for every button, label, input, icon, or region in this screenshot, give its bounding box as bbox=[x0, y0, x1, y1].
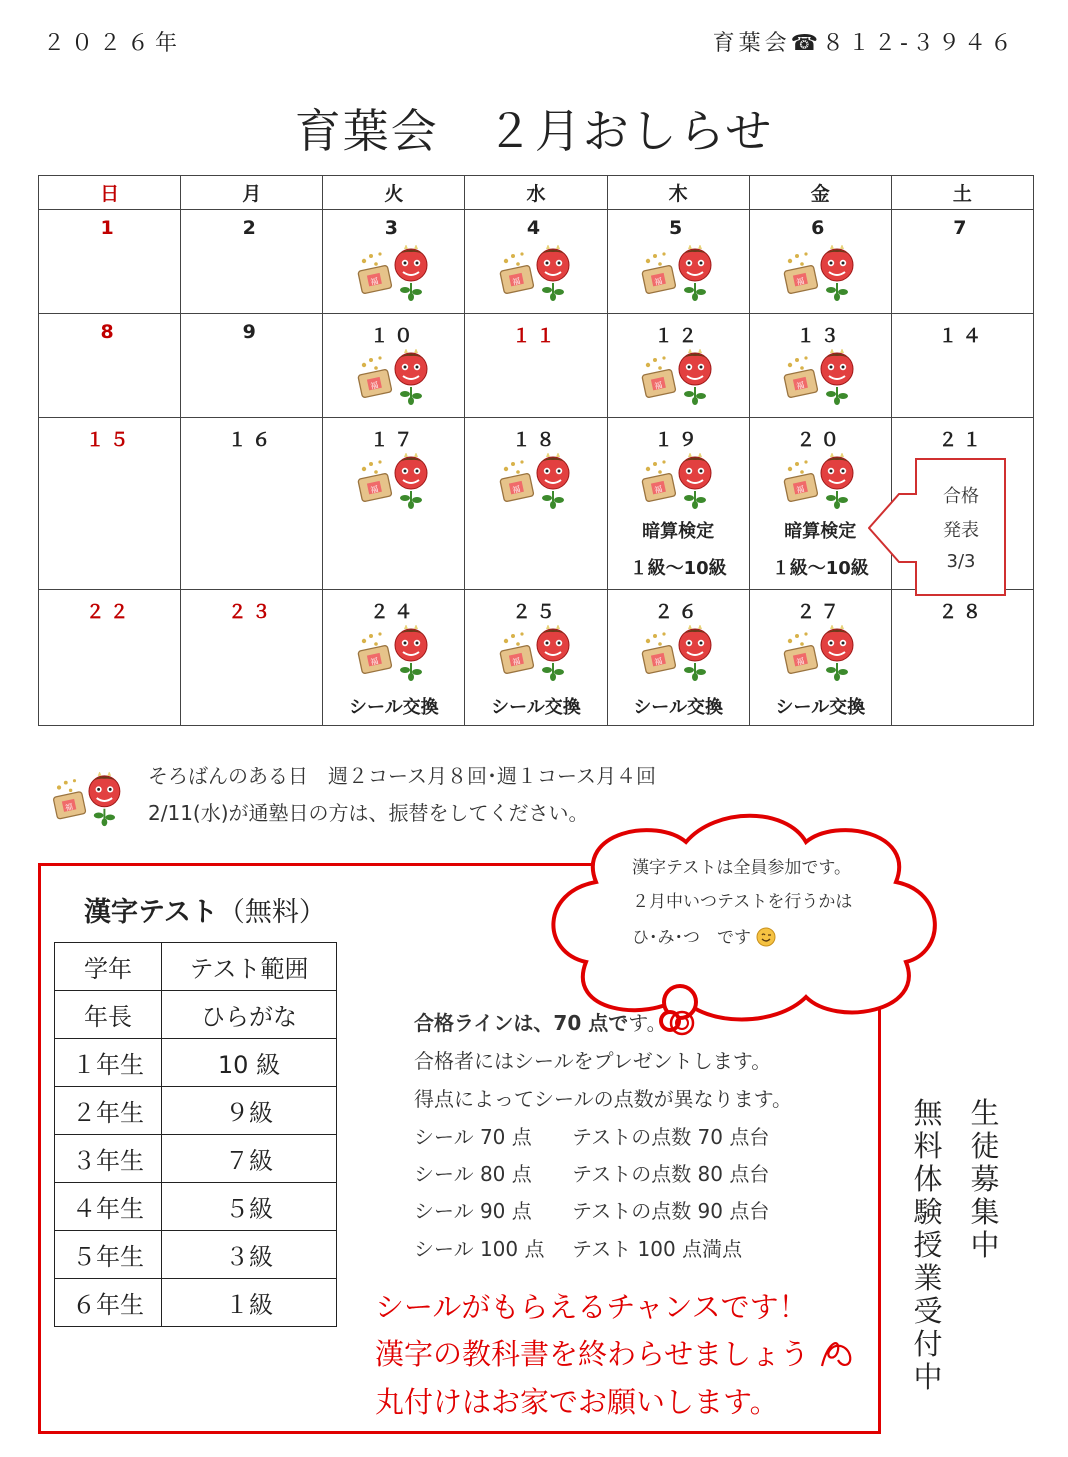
day-number: １７ bbox=[369, 429, 418, 451]
calendar-day-cell bbox=[39, 590, 181, 726]
calendar-day-cell bbox=[323, 314, 465, 418]
calendar-day-cell bbox=[749, 210, 891, 314]
score-sticker: シール 80 点 bbox=[414, 1162, 532, 1186]
kanji-table-row bbox=[55, 1039, 337, 1087]
day-number: 7 bbox=[953, 217, 972, 239]
double-circle-icon bbox=[667, 1008, 697, 1038]
vertical-char: 験 bbox=[913, 1195, 943, 1229]
day-number: 5 bbox=[669, 217, 688, 239]
calendar-day-cell bbox=[465, 418, 607, 590]
vertical-char: 体 bbox=[913, 1162, 943, 1196]
setsubun-icon bbox=[50, 772, 126, 828]
score-sticker: シール 90 点 bbox=[414, 1199, 532, 1223]
weekday-header: 土 bbox=[891, 176, 1033, 210]
score-range: テスト 100 点満点 bbox=[572, 1237, 743, 1261]
test-range-cell: テスト範囲 bbox=[162, 943, 337, 991]
setsubun-oni-icon bbox=[782, 625, 858, 683]
weekday-header: 木 bbox=[607, 176, 749, 210]
calendar-table bbox=[38, 175, 1034, 726]
grade-cell: ２年生 bbox=[55, 1087, 162, 1135]
calendar-week-row bbox=[39, 210, 1034, 314]
arrow-note-line: 3/3 bbox=[946, 551, 976, 572]
recruit-students-text bbox=[969, 1097, 1001, 1262]
calendar-day-cell bbox=[749, 314, 891, 418]
calendar-day-cell bbox=[465, 210, 607, 314]
day-number: ２５ bbox=[511, 601, 560, 623]
cloud-text-line: ２月中いつテストを行うかは bbox=[632, 892, 853, 912]
red-message-line: シールがもらえるチャンスです！ bbox=[375, 1290, 808, 1324]
calendar-day-cell bbox=[181, 210, 323, 314]
grade-cell: ４年生 bbox=[55, 1183, 162, 1231]
day-number: 8 bbox=[100, 321, 119, 343]
calendar-day-cell bbox=[323, 418, 465, 590]
kanji-table-row bbox=[55, 1135, 337, 1183]
day-number: 3 bbox=[384, 217, 403, 239]
kanji-table-row bbox=[55, 1231, 337, 1279]
day-number: １８ bbox=[511, 429, 560, 451]
grade-cell: 年長 bbox=[55, 991, 162, 1039]
day-number: ２２ bbox=[85, 601, 134, 623]
holiday-transfer-note: 2/11(水)が通塾日の方は、振替をしてください。 bbox=[148, 801, 589, 825]
calendar-day-cell bbox=[465, 590, 607, 726]
calendar-day-cell bbox=[323, 210, 465, 314]
test-range-cell: ７級 bbox=[162, 1135, 337, 1183]
vertical-char: 徒 bbox=[970, 1129, 1000, 1163]
setsubun-oni-icon bbox=[782, 245, 858, 303]
calendar-day-cell bbox=[465, 314, 607, 418]
test-range-cell: ５級 bbox=[162, 1183, 337, 1231]
day-event-text: 暗算検定 bbox=[784, 521, 857, 542]
red-message-line bbox=[375, 1332, 854, 1373]
day-event-text: シール交換 bbox=[491, 697, 581, 718]
vertical-char: 募 bbox=[970, 1162, 1000, 1196]
score-sticker: シール 100 点 bbox=[414, 1237, 545, 1261]
weekday-header: 火 bbox=[323, 176, 465, 210]
kanji-test-title bbox=[84, 890, 326, 929]
vertical-char: 無 bbox=[913, 1096, 943, 1130]
setsubun-oni-icon bbox=[782, 349, 858, 407]
pass-line-bold: 合格ラインは、70 点で bbox=[414, 1011, 629, 1035]
mark-icon bbox=[818, 1336, 854, 1370]
grade-cell: １年生 bbox=[55, 1039, 162, 1087]
calendar-day-cell bbox=[323, 590, 465, 726]
day-event-text: シール交換 bbox=[633, 697, 723, 718]
calendar-day-cell bbox=[607, 210, 749, 314]
kanji-table-row bbox=[55, 991, 337, 1039]
test-range-cell: 10 級 bbox=[162, 1039, 337, 1087]
day-number: ２８ bbox=[938, 601, 987, 623]
test-range-cell: ９級 bbox=[162, 1087, 337, 1135]
vertical-char: 受 bbox=[913, 1294, 943, 1328]
setsubun-oni-icon bbox=[356, 245, 432, 303]
arrow-note-line: 合格 bbox=[943, 486, 979, 507]
test-range-cell: ３級 bbox=[162, 1231, 337, 1279]
setsubun-oni-icon bbox=[356, 349, 432, 407]
red-message-line-2: 漢字の教科書を終わらせましょう bbox=[375, 1337, 810, 1371]
calendar-day-cell bbox=[607, 590, 749, 726]
test-range-cell: ひらがな bbox=[162, 991, 337, 1039]
cloud-text-line bbox=[632, 923, 776, 948]
info-line: 合格者にはシールをプレゼントします。 bbox=[414, 1049, 772, 1073]
info-line: 得点によってシールの点数が異なります。 bbox=[414, 1087, 792, 1111]
vertical-char: 中 bbox=[970, 1228, 1000, 1262]
day-number: 2 bbox=[242, 217, 261, 239]
setsubun-oni-icon bbox=[640, 453, 716, 511]
day-number: １４ bbox=[938, 325, 987, 347]
day-event-text: 暗算検定 bbox=[642, 521, 715, 542]
test-range-cell: １級 bbox=[162, 1279, 337, 1327]
calendar-day-cell bbox=[181, 314, 323, 418]
calendar-day-cell bbox=[891, 314, 1033, 418]
setsubun-oni-icon bbox=[782, 453, 858, 511]
day-number: ２３ bbox=[227, 601, 276, 623]
kanji-table-row bbox=[55, 1087, 337, 1135]
kanji-table-header bbox=[55, 943, 337, 991]
calendar-day-cell bbox=[891, 210, 1033, 314]
grade-cell: 学年 bbox=[55, 943, 162, 991]
day-number: ２４ bbox=[369, 601, 418, 623]
weekday-header: 水 bbox=[465, 176, 607, 210]
day-number: １１ bbox=[511, 325, 560, 347]
day-number: 6 bbox=[811, 217, 830, 239]
arrow-note-line: 発表 bbox=[943, 520, 979, 541]
day-event-text: １級～10級 bbox=[629, 558, 727, 579]
pass-line-rest: す。 bbox=[628, 1011, 667, 1035]
grade-cell: ５年生 bbox=[55, 1231, 162, 1279]
weekday-header-row bbox=[39, 176, 1034, 210]
day-number: ２６ bbox=[654, 601, 703, 623]
calendar-day-cell bbox=[607, 418, 749, 590]
calendar-day-cell bbox=[607, 314, 749, 418]
setsubun-oni-icon bbox=[498, 245, 574, 303]
calendar-day-cell bbox=[181, 590, 323, 726]
weekday-header: 日 bbox=[39, 176, 181, 210]
setsubun-oni-icon bbox=[640, 349, 716, 407]
calendar-day-cell bbox=[181, 418, 323, 590]
day-number: ２７ bbox=[796, 601, 845, 623]
red-message-line: 丸付けはお家でお願いします。 bbox=[375, 1385, 779, 1419]
kanji-test-title-suffix: （無料） bbox=[217, 897, 326, 928]
calendar-day-cell bbox=[39, 418, 181, 590]
vertical-char: 付 bbox=[913, 1327, 943, 1361]
vertical-char: 業 bbox=[913, 1261, 943, 1295]
vertical-char: 生 bbox=[970, 1096, 1000, 1130]
calendar-day-cell bbox=[749, 590, 891, 726]
day-number: １３ bbox=[796, 325, 845, 347]
calendar-day-cell bbox=[891, 590, 1033, 726]
kanji-grade-table bbox=[54, 942, 337, 1327]
score-range: テストの点数 80 点台 bbox=[572, 1162, 770, 1186]
day-number: ２０ bbox=[796, 429, 845, 451]
calendar-week-row bbox=[39, 590, 1034, 726]
vertical-char: 集 bbox=[970, 1195, 1000, 1229]
cloud-text-line: 漢字テストは全員参加です。 bbox=[632, 858, 851, 878]
calendar-day-cell bbox=[39, 314, 181, 418]
day-number: １２ bbox=[654, 325, 703, 347]
vertical-char: 授 bbox=[913, 1228, 943, 1262]
pass-line-text bbox=[414, 1007, 697, 1038]
setsubun-oni-icon bbox=[356, 453, 432, 511]
lesson-days-note: そろばんのある日 週２コース月８回･週１コース月４回 bbox=[148, 764, 656, 788]
score-range: テストの点数 90 点台 bbox=[572, 1199, 770, 1223]
setsubun-oni-icon bbox=[498, 453, 574, 511]
free-trial-text bbox=[912, 1097, 944, 1394]
grade-cell: ３年生 bbox=[55, 1135, 162, 1183]
kanji-table-row bbox=[55, 1183, 337, 1231]
setsubun-oni-icon bbox=[498, 625, 574, 683]
cloud-text-line-3: ひ･み･つ です bbox=[632, 928, 751, 948]
setsubun-oni-icon bbox=[356, 625, 432, 683]
calendar-day-cell bbox=[39, 210, 181, 314]
day-number: １９ bbox=[654, 429, 703, 451]
day-number: 4 bbox=[526, 217, 546, 239]
setsubun-oni-icon bbox=[640, 625, 716, 683]
day-number: ２１ bbox=[938, 429, 987, 451]
day-number: １６ bbox=[227, 429, 276, 451]
grade-cell: ６年生 bbox=[55, 1279, 162, 1327]
day-event-text: １級～10級 bbox=[771, 558, 869, 579]
year-label: ２０２６年 bbox=[43, 31, 184, 56]
day-number: 9 bbox=[242, 321, 261, 343]
phone-number: 育葉会☎８１２-３９４６ bbox=[712, 31, 1016, 56]
kanji-test-title-main: 漢字テスト bbox=[84, 897, 218, 928]
score-range: テストの点数 70 点台 bbox=[572, 1125, 770, 1149]
day-number: １５ bbox=[85, 429, 134, 451]
day-number: 1 bbox=[100, 217, 119, 239]
setsubun-oni-icon bbox=[640, 245, 716, 303]
smile-face-icon bbox=[756, 927, 776, 947]
kanji-table-row bbox=[55, 1279, 337, 1327]
day-event-text: シール交換 bbox=[349, 697, 439, 718]
calendar-week-row bbox=[39, 314, 1034, 418]
weekday-header: 金 bbox=[749, 176, 891, 210]
score-sticker: シール 70 点 bbox=[414, 1125, 532, 1149]
page-title: 育葉会 ２月おしらせ bbox=[294, 104, 774, 158]
vertical-char: 料 bbox=[913, 1129, 943, 1163]
weekday-header: 月 bbox=[181, 176, 323, 210]
day-event-text: シール交換 bbox=[775, 697, 866, 718]
vertical-char: 中 bbox=[913, 1360, 943, 1394]
day-number: １０ bbox=[369, 325, 418, 347]
